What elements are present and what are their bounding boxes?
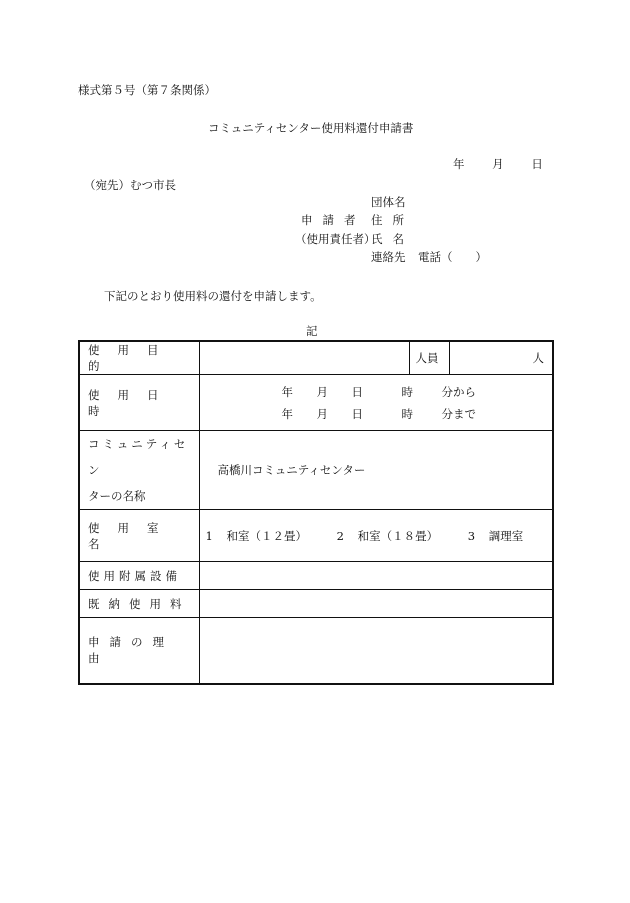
- equipment-field[interactable]: [199, 562, 553, 590]
- document-title: コミュニティセンター使用料還付申請書: [208, 121, 414, 135]
- datetime-label: 使用日時: [79, 375, 199, 431]
- reason-field[interactable]: [199, 618, 553, 684]
- addressee: （宛先）むつ市長: [84, 178, 176, 192]
- center-name-label: コミュニティセン ターの名称: [79, 431, 199, 510]
- applicant-label-text: 申請者: [301, 213, 366, 227]
- purpose-field[interactable]: [199, 341, 409, 375]
- people-unit: 人: [532, 351, 544, 365]
- paid-fee-label: 既納使用料: [79, 590, 199, 618]
- date-line: [453, 156, 543, 172]
- responsible-person-label: （使用責任者）: [295, 232, 376, 246]
- applicant-label: [301, 212, 367, 228]
- center-name-field[interactable]: [199, 431, 553, 510]
- intro-text: 下記のとおり使用料の還付を申請します。: [104, 289, 322, 303]
- date-day: 日: [531, 157, 543, 171]
- room-option-2[interactable]: 2 和室（１８畳）: [336, 528, 439, 543]
- equipment-label: 使用附属設備: [79, 562, 199, 590]
- datetime-to-line: 年 月 日 時 分まで: [281, 406, 476, 421]
- room-option-3[interactable]: 3 調理室: [467, 528, 524, 543]
- people-field[interactable]: [449, 341, 553, 375]
- reason-label: 申請の理由: [79, 618, 199, 684]
- room-option-1[interactable]: 1 和室（１２畳）: [205, 528, 307, 543]
- application-form-table: [78, 340, 554, 685]
- room-label: 使用室名: [79, 510, 199, 562]
- center-name: 高橋川コミュニティセンター: [217, 463, 366, 477]
- people-label: 人員: [409, 341, 449, 375]
- date-month: 月: [492, 157, 504, 171]
- room-options[interactable]: [199, 510, 553, 562]
- contact-label: 連絡先: [371, 250, 406, 264]
- note-heading: 記: [306, 324, 318, 338]
- date-year: 年: [453, 157, 465, 171]
- name-label: 氏名: [371, 232, 414, 246]
- paid-fee-field[interactable]: [199, 590, 553, 618]
- datetime-from-line: 年 月 日 時 分から: [281, 384, 476, 399]
- datetime-field[interactable]: [199, 375, 553, 431]
- purpose-label: 使用目的: [79, 341, 199, 375]
- phone-label: 電話（ ）: [418, 250, 487, 264]
- form-number: 様式第５号（第７条関係）: [78, 83, 216, 97]
- address-label: 住所: [371, 213, 414, 227]
- group-name-label: 団体名: [371, 195, 406, 209]
